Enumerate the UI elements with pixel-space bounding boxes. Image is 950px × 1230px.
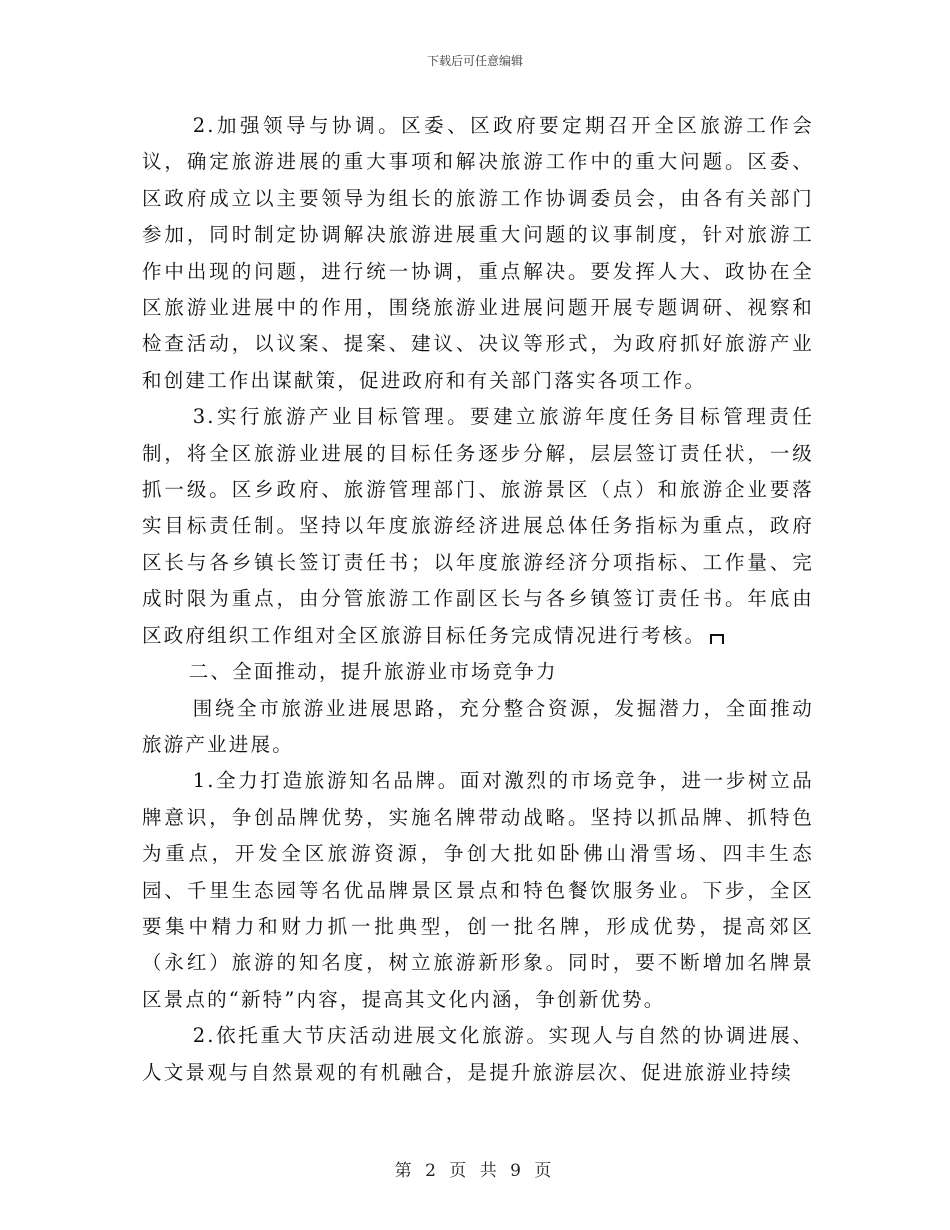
paragraph-brand-building bbox=[142, 763, 814, 1018]
page-footer: 第 2 页 共 9 页 bbox=[394, 1161, 556, 1181]
page-header: 下载后可任意编辑 bbox=[426, 54, 523, 68]
paragraph-text: 围绕全市旅游业进展思路，充分整合资源，发掘潜力，全面推动旅游产业进展。 bbox=[142, 696, 814, 756]
paragraph-festival-tourism bbox=[142, 1018, 814, 1091]
paragraph-section-intro bbox=[142, 691, 814, 764]
paragraph-text: 2.加强领导与协调。区委、区政府要定期召开全区旅游工作会议，确定旅游进展的重大事项和解决旅游工作中的重大问题。区委、区政府成立以主要领导为组长的旅游工作协调委员会，由各有关部门参加，同时制定协调解决旅游进展重大问题的议事制度，针对旅游工作中出现的问题，进行统一协调，重点解决。要发挥人大、政协在全区旅游业进展中的作用，围绕旅游业进展问题开展专题调研、视察和检查活动，以议案、提案、建议、决议等形式，为政府抓好旅游产业和创建工作出谋献策，促进政府和有关部门落实各项工作。 bbox=[142, 114, 814, 392]
paragraph-text: 3.实行旅游产业目标管理。要建立旅游年度任务目标管理责任制，将全区旅游业进展的目标任务逐步分解，层层签订责任状，一级抓一级。区乡政府、旅游管理部门、旅游景区（点）和旅游企业要落实目标责任制。坚持以年度旅游经济进展总体任务指标为重点，政府区长与各乡镇长签订责任书；以年度旅游经济分项指标、工作量、完成时限为重点，由分管旅游工作副区长与各乡镇签订责任书。年底由区政府组织工作组对全区旅游目标任务完成情况进行考核。 bbox=[142, 405, 814, 647]
section-heading bbox=[142, 654, 814, 690]
document-body bbox=[142, 108, 814, 1091]
heading-text: 二、全面推动，提升旅游业市场竞争力 bbox=[188, 660, 558, 684]
paragraph-text: 1.全力打造旅游知名品牌。面对激烈的市场竞争，进一步树立品牌意识，争创品牌优势，实施名牌带动战略。坚持以抓品牌、抓特色为重点，开发全区旅游资源，争创大批如卧佛山滑雪场、四丰生态园、千里生态园等名优品牌景区景点和特色餐饮服务业。下步，全区要集中精力和财力抓一批典型，创一批名牌，形成优势，提高郊区（永红）旅游的知名度，树立旅游新形象。同时，要不断增加名牌景区景点的“新特”内容，提高其文化内涵，争创新优势。 bbox=[142, 769, 814, 1011]
paragraph-leadership-coordination bbox=[142, 108, 814, 399]
paragraph-target-management bbox=[142, 399, 814, 654]
bracket-mark-icon bbox=[710, 634, 724, 644]
paragraph-text: 2.依托重大节庆活动进展文化旅游。实现人与自然的协调进展、人文景观与自然景观的有机融合，是提升旅游层次、促进旅游业持续 bbox=[142, 1024, 814, 1084]
